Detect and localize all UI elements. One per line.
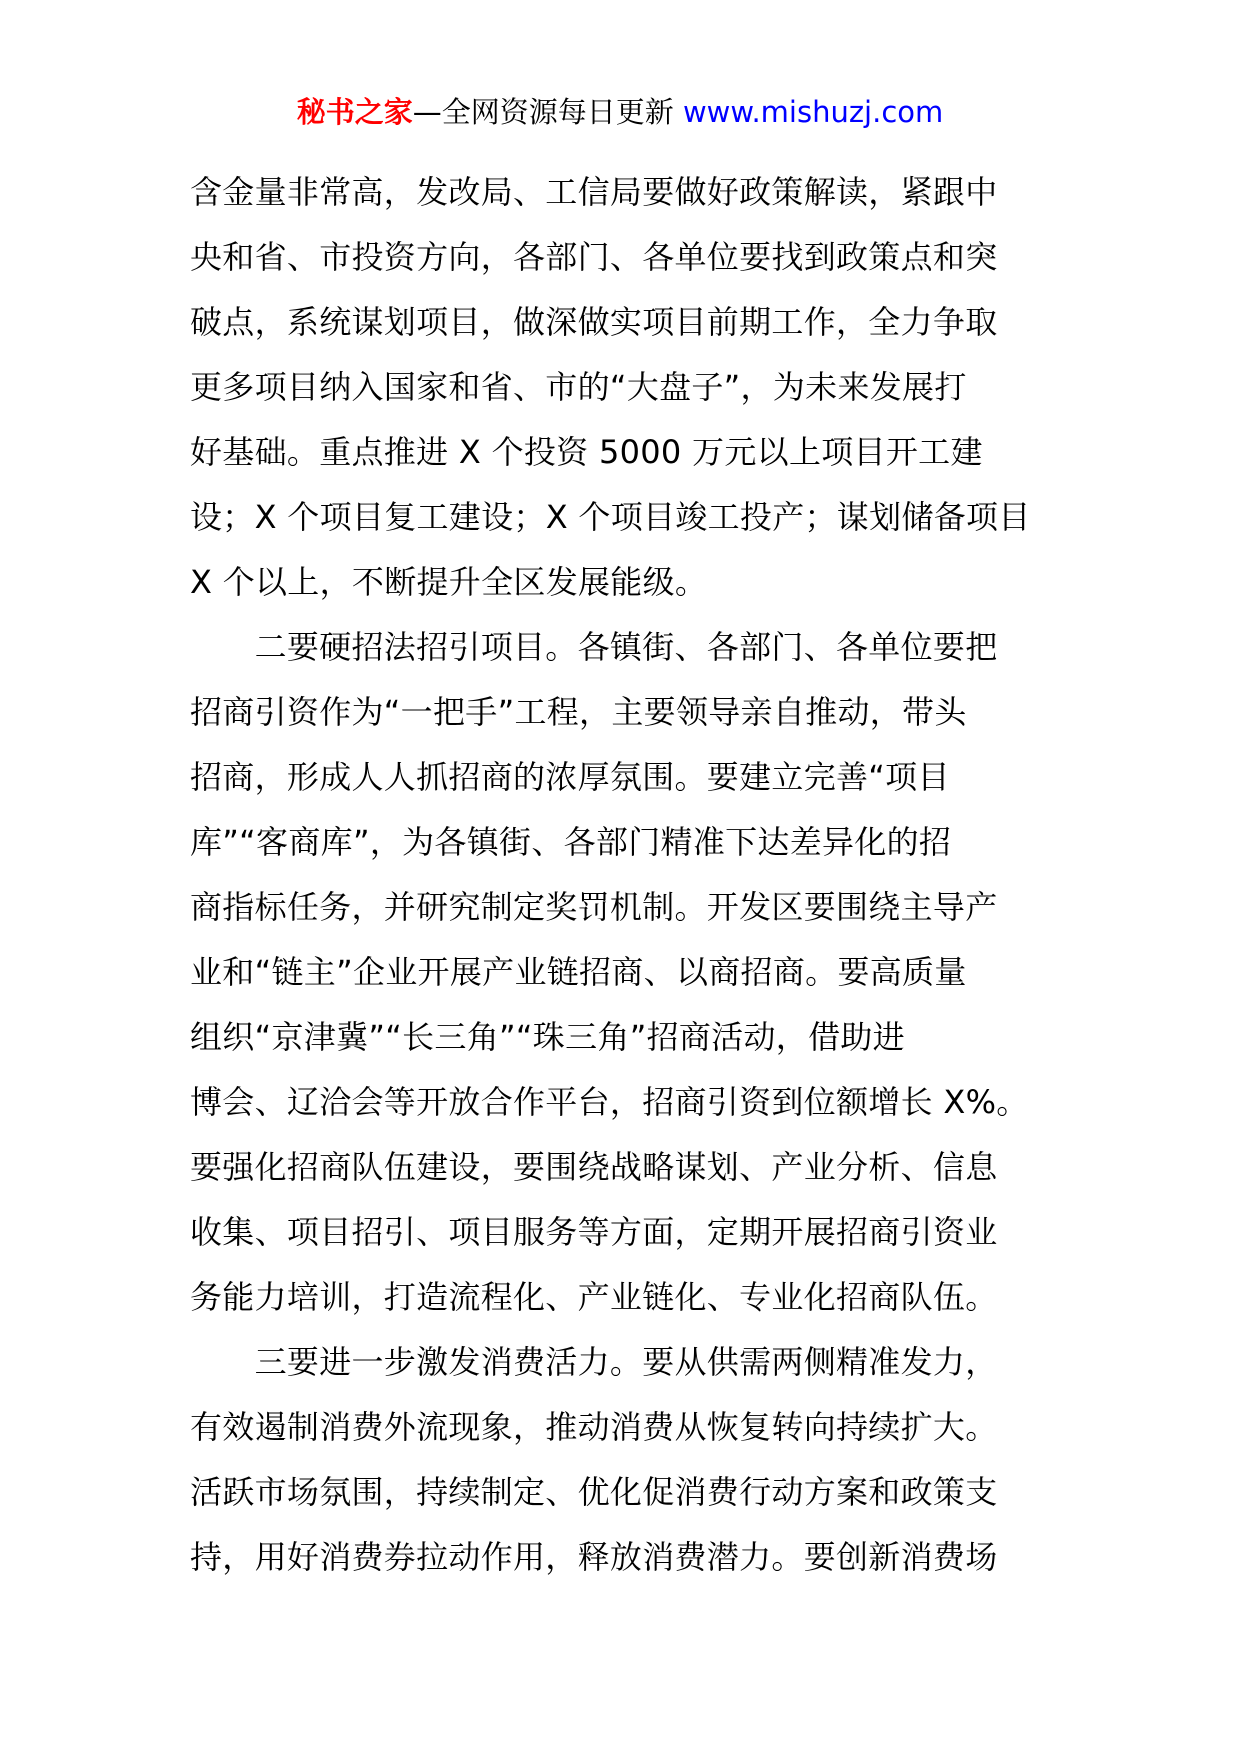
text-line: 活跃市场氛围，持续制定、优化促消费行动方案和政策支 bbox=[190, 1473, 998, 1511]
text-line: 央和省、市投资方向，各部门、各单位要找到政策点和突 bbox=[190, 238, 998, 276]
text-line: 招商，形成人人抓招商的浓厚氛围。要建立完善“项目 bbox=[190, 758, 950, 796]
text-line: 二要硬招法招引项目。各镇街、各部门、各单位要把 bbox=[190, 628, 998, 666]
text-line: 务能力培训，打造流程化、产业链化、专业化招商队伍。 bbox=[190, 1278, 998, 1316]
text-line: 更多项目纳入国家和省、市的“大盘子”，为未来发展打 bbox=[190, 368, 967, 406]
text-line: 博会、辽洽会等开放合作平台，招商引资到位额增长 X%。 bbox=[190, 1083, 1029, 1121]
brand-name: 秘书之家 bbox=[296, 95, 413, 129]
text-line: 业和“链主”企业开展产业链招商、以商招商。要高质量 bbox=[190, 953, 967, 991]
text-line: 收集、项目招引、项目服务等方面，定期开展招商引资业 bbox=[190, 1213, 998, 1251]
text-line: 持，用好消费券拉动作用，释放消费潜力。要创新消费场 bbox=[190, 1538, 998, 1576]
site-url-link[interactable]: www.mishuzj.com bbox=[682, 95, 944, 129]
text-line: 设；X 个项目复工建设；X 个项目竣工投产；谋划储备项目 bbox=[190, 498, 1031, 536]
document-body bbox=[190, 160, 1060, 1590]
text-line: 组织“京津冀”“长三角”“珠三角”招商活动，借助进 bbox=[190, 1018, 905, 1056]
header-tagline: —全网资源每日更新 bbox=[412, 95, 683, 129]
text-line: 好基础。重点推进 X 个投资 5000 万元以上项目开工建 bbox=[190, 433, 983, 471]
text-line: 要强化招商队伍建设，要围绕战略谋划、产业分析、信息 bbox=[190, 1148, 998, 1186]
text-line: 商指标任务，并研究制定奖罚机制。开发区要围绕主导产 bbox=[190, 888, 998, 926]
text-line: 有效遏制消费外流现象，推动消费从恢复转向持续扩大。 bbox=[190, 1408, 998, 1446]
text-line: 三要进一步激发消费活力。要从供需两侧精准发力， bbox=[190, 1343, 998, 1381]
text-line: X 个以上，不断提升全区发展能级。 bbox=[190, 563, 708, 601]
text-line: 库”“客商库”，为各镇街、各部门精准下达差异化的招 bbox=[190, 823, 952, 861]
text-line: 含金量非常高，发改局、工信局要做好政策解读，紧跟中 bbox=[190, 173, 998, 211]
site-header bbox=[0, 92, 1240, 132]
text-line: 招商引资作为“一把手”工程，主要领导亲自推动，带头 bbox=[190, 693, 967, 731]
text-line: 破点，系统谋划项目，做深做实项目前期工作，全力争取 bbox=[190, 303, 998, 341]
